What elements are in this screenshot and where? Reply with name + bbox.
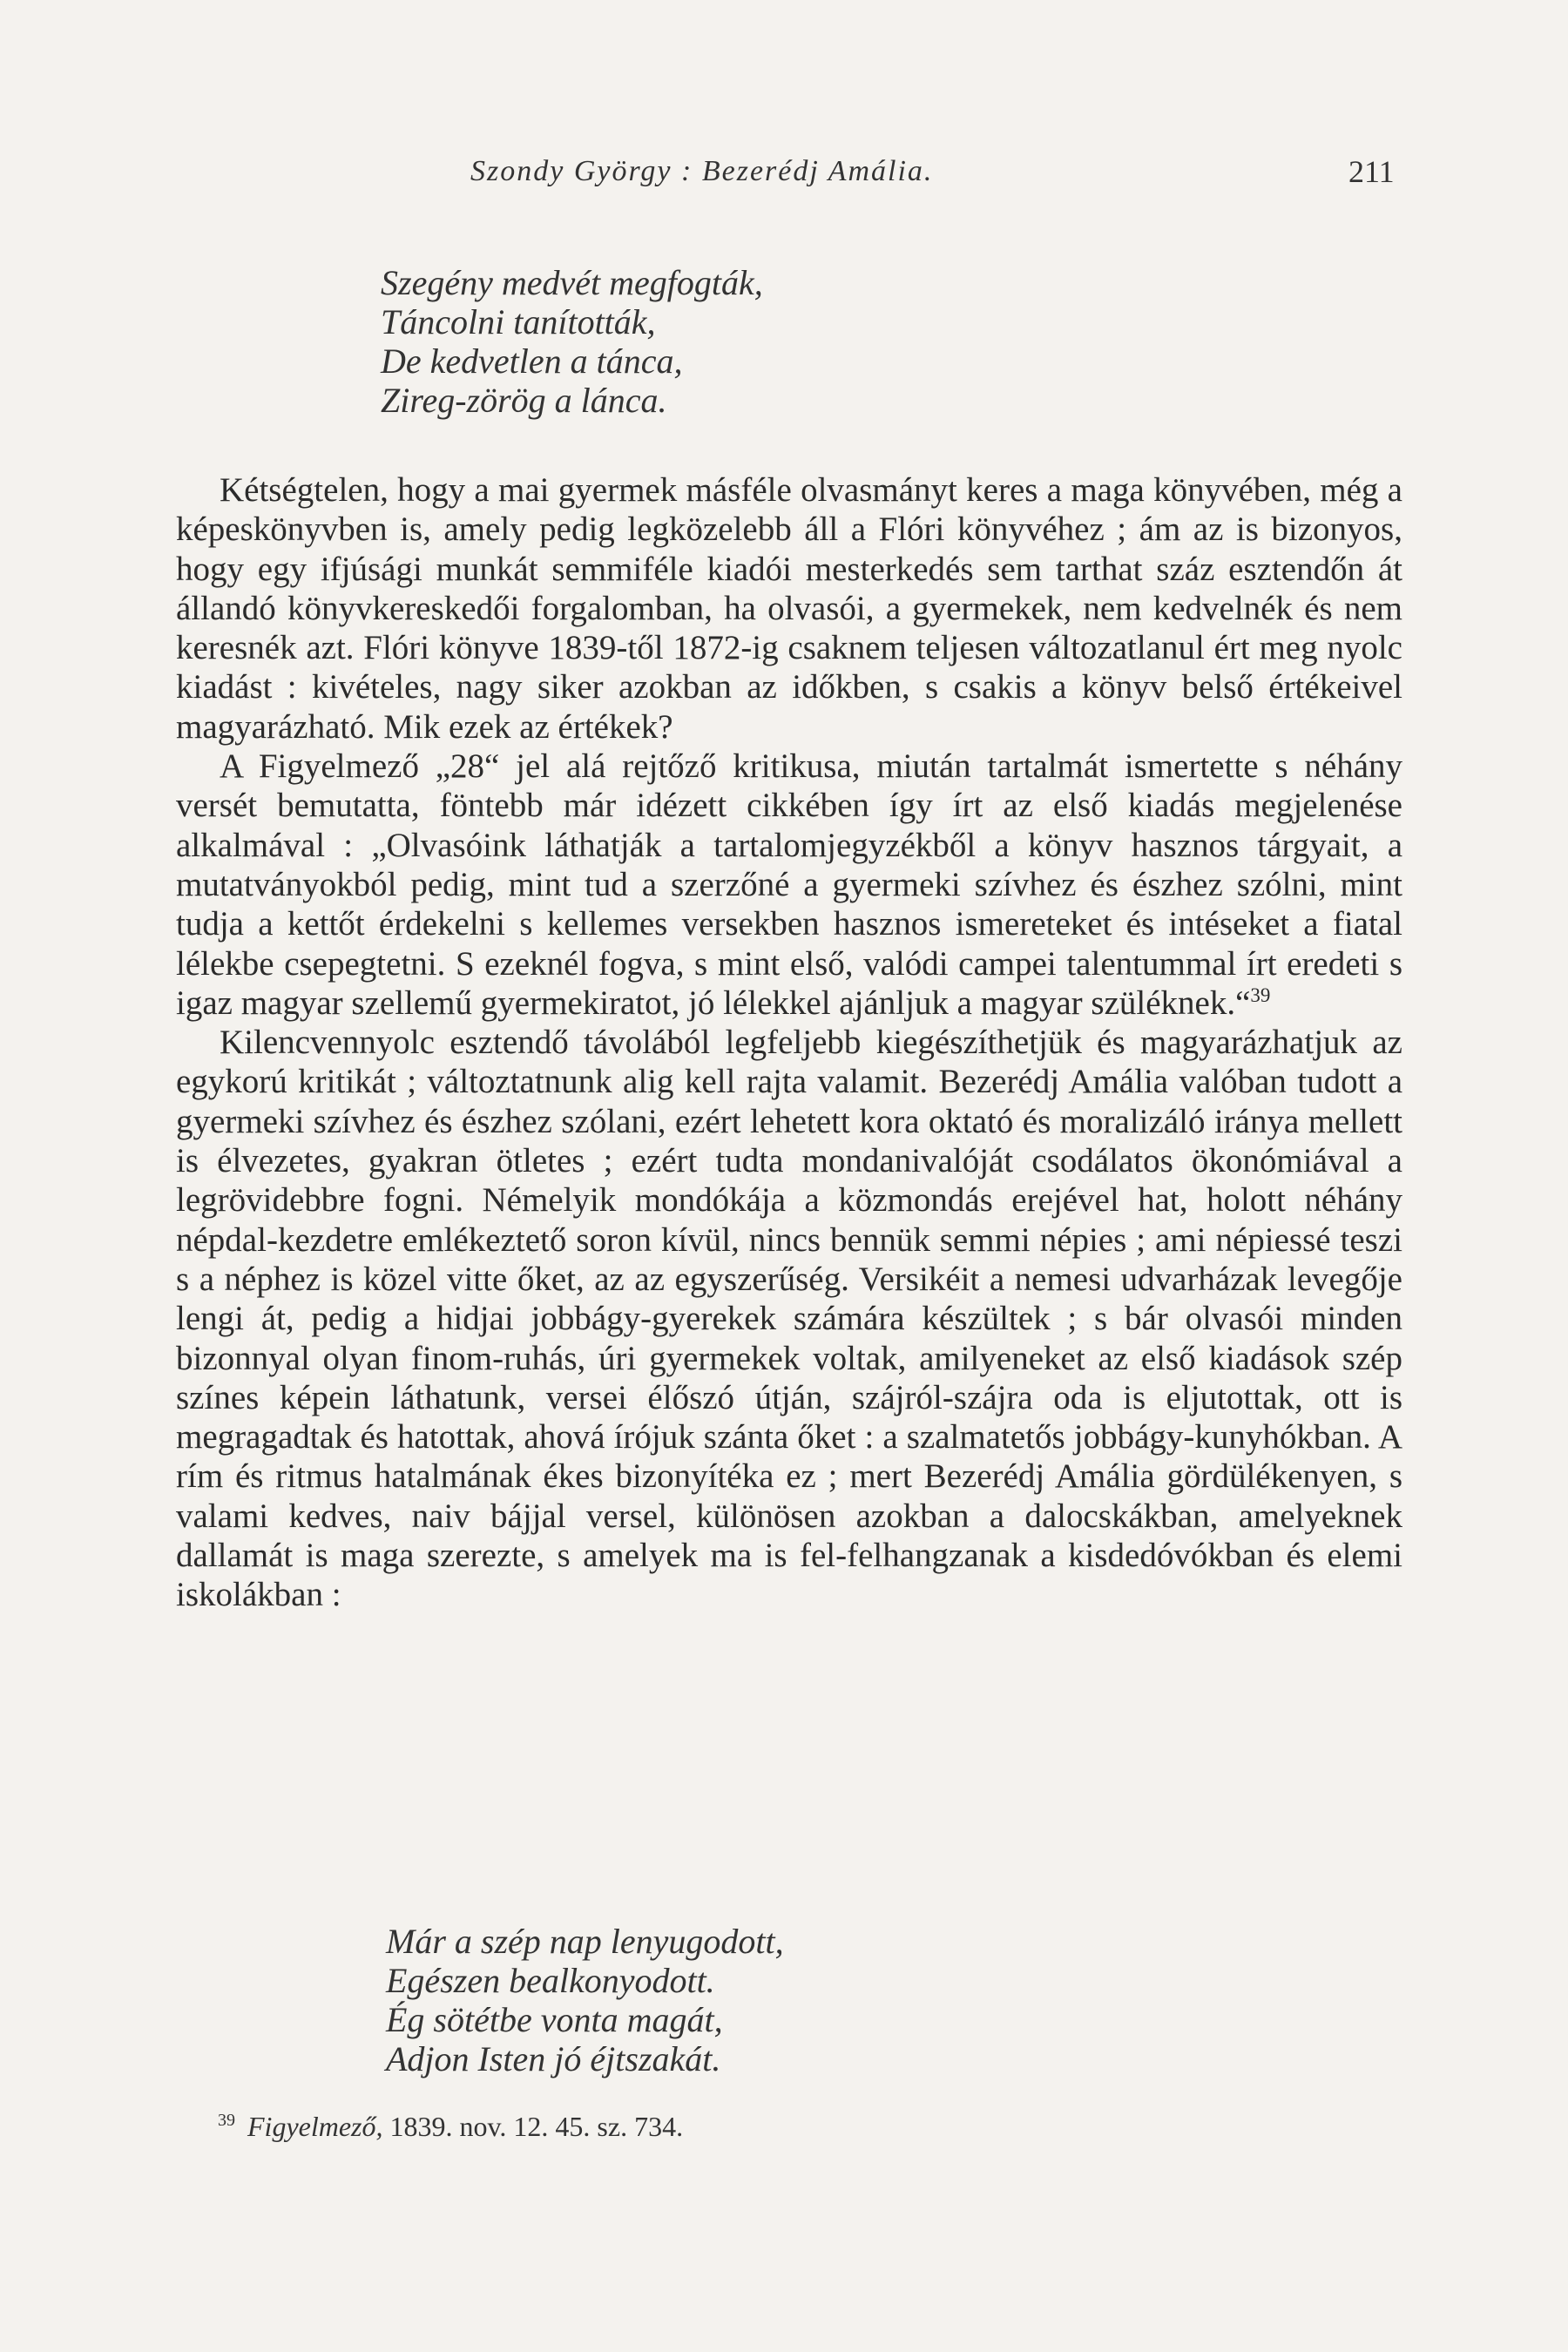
verse-line: Zireg-zörög a lánca.: [381, 381, 667, 420]
verse-line: Adjon Isten jó éjtszakát.: [386, 2039, 721, 2078]
footnote-source: Figyelmező,: [247, 2111, 383, 2142]
paragraph-2: [176, 747, 1402, 1023]
footnote-number: 39: [218, 2111, 235, 2130]
paragraph-3: Kilencvennyolc esztendő távolából legfeljebb kiegészíthetjük és magyarázhatjuk az egykorú kritikát ; változtatnunk alig kell rajta valamit. Bezerédj Amália valóban tudott a gyermeki szívhez és észhez szólani, ezért lehetett kora oktató és moralizáló iránya mellett is élvezetes, gyakran ötletes ; ezért tudta mondanivalóját csodálatos ökonómiával a legrövidebbre fogni. Némelyik mondókája a közmondás erejével hat, holott néhány népdal-kezdetre emlékeztető soron kívül, nincs bennük semmi népies ; ami népiessé teszi s a néphez is közel vitte őket, az az egyszerűség. Versikéit a nemesi udvarházak levegője lengi át, pedig a hidjai jobbágy-gyerekek számára készültek ; s bár olvasói minden bizonnyal olyan finom-ruhás, úri gyermekek voltak, amilyeneket az első kiadások szép színes képein láthatunk, versei élőszó útján, szájról-szájra oda is eljutottak, ott is megragadtak és hatottak, ahová írójuk szánta őket : a szalmatetős jobbágy-kunyhókban. A rím és ritmus hatalmának ékes bizonyítéka ez ; mert Bezerédj Amália gördülékenyen, s valami kedves, naiv bájjal versel, különösen azokban a dalocskákban, amelyeknek dallamát is maga szerezte, s amelyek ma is fel-felhangzanak a kisdedóvókban és elemi iskolákban :: [176, 1024, 1402, 1614]
verse-line: Már a szép nap lenyugodott,: [386, 1922, 784, 1961]
paragraph-2-text: A Figyelmező „28“ jel alá rejtőző kritikusa, miután tartalmát ismertette s néhány versét bemutatta, föntebb már idézett cikkében így írt az első kiadás megjelenése alkalmával : „Olvasóink láthatják a tartalomjegyzékből a könyv hasznos tárgyait, a mutatványokból pedig, mint tud a szerzőné a gyermeki szívhez és észhez szólni, mint tudja a kettőt érdekelni s kellemes versekben hasznos ismereteket és intéseket a fiatal lélekbe csepegtetni. S ezeknél fogva, s mint első, valódi campei talentummal írt eredeti s igaz magyar szellemű gyermekiratot, jó lélekkel ajánljuk a magyar szüléknek.“: [176, 747, 1402, 1022]
verse-line: Egészen bealkonyodott.: [386, 1961, 715, 2000]
footnote-details: 1839. nov. 12. 45. sz. 734.: [389, 2111, 684, 2142]
verse-line: Táncolni tanították,: [381, 302, 656, 341]
verse-line: Szegény medvét megfogták,: [381, 263, 763, 302]
footnote: [218, 2111, 683, 2143]
footnote-ref: 39: [1250, 983, 1271, 1006]
page-number: 211: [1348, 154, 1395, 189]
verse-top: [381, 263, 763, 420]
paragraph-1: Kétségtelen, hogy a mai gyermek másféle olvasmányt keres a maga könyvében, még a képeskönyvben is, amely pedig legközelebb áll a Flóri könyvéhez ; ám az is bizonyos, hogy egy ifjúsági munkát semmiféle kiadói mesterkedés sem tarthat száz esztendőn át állandó könyvkereskedői forgalomban, ha olvasói, a gyermekek, nem kedvelnék és nem keresnék azt. Flóri könyve 1839-től 1872-ig csaknem teljesen változatlanul ért meg nyolc kiadást : kivételes, nagy siker azokban az időkben, s csakis a könyv belső értékeivel magyarázható. Mik ezek az értékek?: [176, 471, 1402, 746]
verse-line: Ég sötétbe vonta magát,: [386, 2000, 723, 2039]
body-text: [176, 470, 1402, 1615]
verse-bottom: [386, 1922, 784, 2078]
verse-line: De kedvetlen a tánca,: [381, 341, 683, 381]
running-head: Szondy György : Bezerédj Amália.: [470, 155, 934, 187]
